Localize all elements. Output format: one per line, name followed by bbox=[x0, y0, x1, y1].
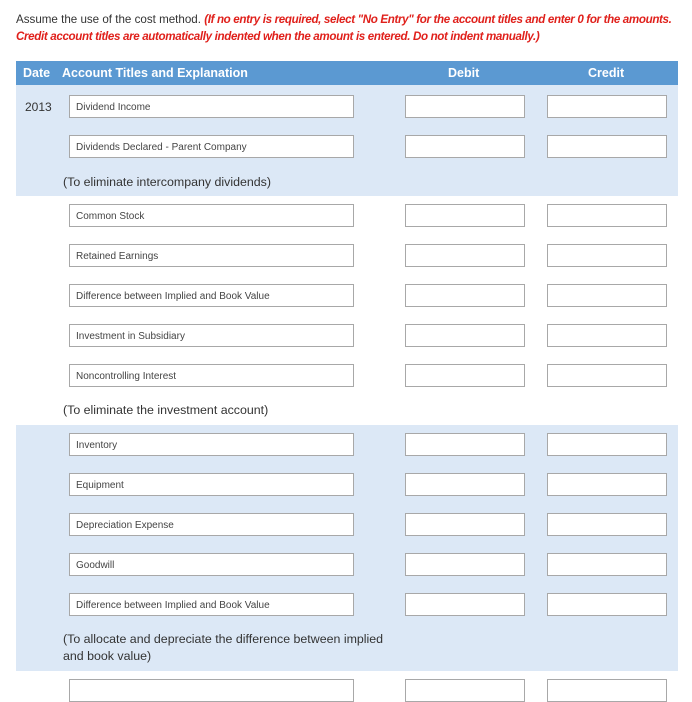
debit-amount-field[interactable] bbox=[405, 135, 525, 158]
account-title-field[interactable]: Difference between Implied and Book Value bbox=[69, 593, 354, 616]
debit-amount-field[interactable] bbox=[405, 364, 525, 387]
account-title-field[interactable]: Common Stock bbox=[69, 204, 354, 227]
credit-amount-field[interactable] bbox=[547, 593, 667, 616]
account-title-field[interactable]: Difference between Implied and Book Value bbox=[69, 284, 354, 307]
debit-amount-field[interactable] bbox=[405, 204, 525, 227]
credit-amount-field[interactable] bbox=[547, 513, 667, 536]
debit-amount-field[interactable] bbox=[405, 433, 525, 456]
instructions bbox=[16, 11, 684, 45]
debit-amount-field[interactable] bbox=[405, 284, 525, 307]
journal-entry-1 bbox=[16, 85, 678, 196]
header-date: Date bbox=[23, 66, 51, 80]
account-title-field[interactable] bbox=[69, 679, 354, 702]
credit-amount-field[interactable] bbox=[547, 473, 667, 496]
journal-entry-4 bbox=[16, 671, 678, 681]
account-title-field[interactable]: Dividend Income bbox=[69, 95, 354, 118]
header-credit: Credit bbox=[588, 66, 625, 80]
credit-amount-field[interactable] bbox=[547, 364, 667, 387]
debit-amount-field[interactable] bbox=[405, 95, 525, 118]
debit-amount-field[interactable] bbox=[405, 244, 525, 267]
entry-explanation: (To allocate and depreciate the difference between implied and book value) bbox=[63, 632, 384, 663]
debit-amount-field[interactable] bbox=[405, 473, 525, 496]
account-title-field[interactable]: Goodwill bbox=[69, 553, 354, 576]
credit-amount-field[interactable] bbox=[547, 679, 667, 702]
instructions-lead: Assume the use of the cost method. bbox=[16, 13, 205, 26]
account-title-field[interactable]: Dividends Declared - Parent Company bbox=[69, 135, 354, 158]
header-debit: Debit bbox=[448, 66, 480, 80]
header-account: Account Titles and Explanation bbox=[62, 66, 248, 80]
credit-amount-field[interactable] bbox=[547, 553, 667, 576]
credit-amount-field[interactable] bbox=[547, 284, 667, 307]
credit-amount-field[interactable] bbox=[547, 135, 667, 158]
table-header bbox=[16, 61, 678, 85]
debit-amount-field[interactable] bbox=[405, 553, 525, 576]
credit-amount-field[interactable] bbox=[547, 324, 667, 347]
account-title-field[interactable]: Noncontrolling Interest bbox=[69, 364, 354, 387]
debit-amount-field[interactable] bbox=[405, 513, 525, 536]
entry-date: 2013 bbox=[25, 100, 52, 114]
account-title-field[interactable]: Equipment bbox=[69, 473, 354, 496]
credit-amount-field[interactable] bbox=[547, 244, 667, 267]
account-title-field[interactable]: Retained Earnings bbox=[69, 244, 354, 267]
credit-amount-field[interactable] bbox=[547, 95, 667, 118]
account-title-field[interactable]: Inventory bbox=[69, 433, 354, 456]
account-title-field[interactable]: Depreciation Expense bbox=[69, 513, 354, 536]
credit-amount-field[interactable] bbox=[547, 433, 667, 456]
entry-explanation: (To eliminate the investment account) bbox=[63, 403, 269, 417]
debit-amount-field[interactable] bbox=[405, 679, 525, 702]
entry-explanation: (To eliminate intercompany dividends) bbox=[63, 175, 271, 189]
credit-amount-field[interactable] bbox=[547, 204, 667, 227]
debit-amount-field[interactable] bbox=[405, 593, 525, 616]
instructions-emphasis: (If no entry is required, select "No Entry" for the account titles and enter 0 for the amounts. Credit account titles are automatically indented when the amount is entered. Do not indent manually.) bbox=[16, 13, 672, 43]
journal-entry-2 bbox=[16, 196, 678, 425]
debit-amount-field[interactable] bbox=[405, 324, 525, 347]
journal-entry-3 bbox=[16, 425, 678, 671]
account-title-field[interactable]: Investment in Subsidiary bbox=[69, 324, 354, 347]
